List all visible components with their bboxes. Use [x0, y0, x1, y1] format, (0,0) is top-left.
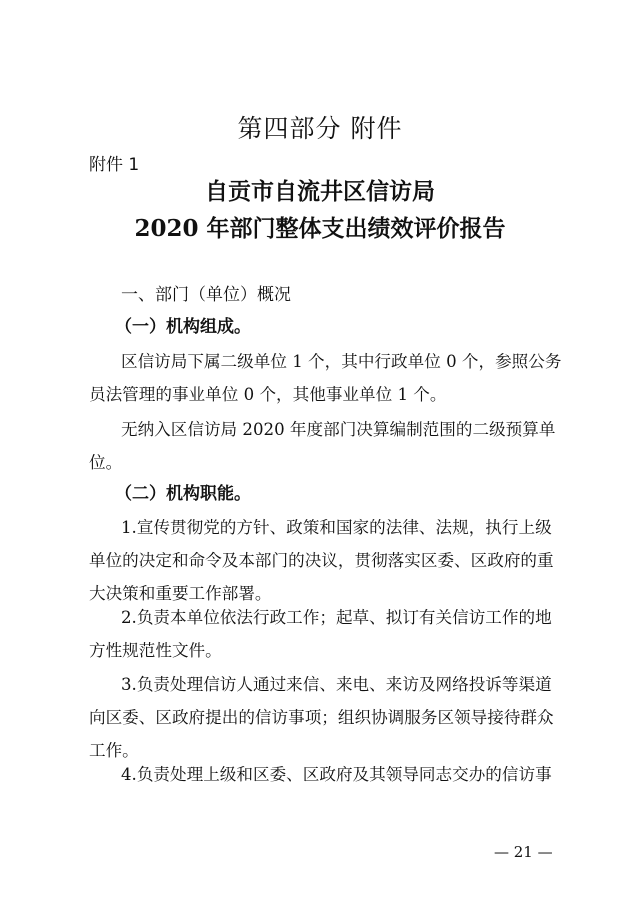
- paragraph-line: 方性规范性文件。: [89, 641, 222, 660]
- paragraph: [89, 601, 567, 667]
- paragraph-line: 区信访局下属二级单位 1 个，其中行政单位 0 个，参照公务: [121, 352, 562, 371]
- paragraph-line: 3.负责处理信访人通过来信、来电、来访及网络投诉等渠道: [121, 675, 552, 694]
- paragraph-line: 位。: [89, 453, 123, 472]
- paragraph: [89, 511, 567, 610]
- paragraph-line: 大决策和重要工作部署。: [89, 584, 272, 603]
- paragraph: [89, 758, 567, 791]
- paragraph-line: 1.宣传贯彻党的方针、政策和国家的法律、法规，执行上级: [121, 518, 552, 537]
- paragraph-line: 员法管理的事业单位 0 个，其他事业单位 1 个。: [89, 385, 447, 404]
- sub-heading-organization: （一）机构组成。: [115, 317, 251, 337]
- paragraph-line: 无纳入区信访局 2020 年度部门决算编制范围的二级预算单: [121, 420, 556, 439]
- paragraph: [89, 668, 567, 767]
- paragraph-line: 工作。: [89, 741, 139, 760]
- report-title-line-2: 2020 年部门整体支出绩效评价报告: [134, 215, 506, 242]
- paragraph: [89, 413, 567, 479]
- paragraph: [89, 345, 567, 411]
- paragraph-line: 向区委、区政府提出的信访事项；组织协调服务区领导接待群众: [89, 708, 554, 727]
- paragraph-line: 2.负责本单位依法行政工作；起草、拟订有关信访工作的地: [121, 608, 552, 627]
- paragraph-line: 4.负责处理上级和区委、区政府及其领导同志交办的信访事: [121, 765, 552, 784]
- attachment-label: 附件 1: [89, 155, 140, 175]
- section-heading-overview: 一、部门（单位）概况: [121, 285, 291, 305]
- page-number: — 21 —: [494, 843, 553, 861]
- report-title-line-1: 自贡市自流井区信访局: [205, 178, 435, 205]
- sub-heading-functions: （二）机构职能。: [115, 484, 251, 504]
- part-title: 第四部分 附件: [237, 114, 403, 143]
- paragraph-line: 单位的决定和命令及本部门的决议，贯彻落实区委、区政府的重: [89, 551, 554, 570]
